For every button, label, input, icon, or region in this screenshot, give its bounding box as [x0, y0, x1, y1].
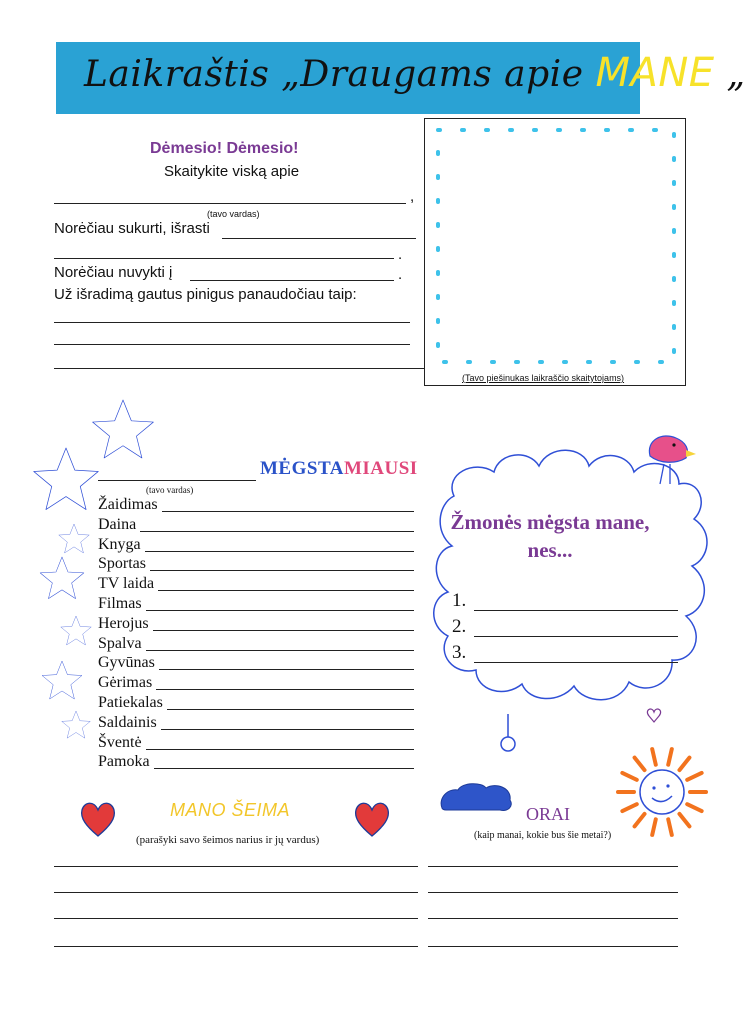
family-line-4[interactable]	[54, 946, 418, 947]
reason-number: 3.	[452, 642, 467, 663]
favorite-answer-line[interactable]	[140, 531, 414, 532]
favorite-answer-line[interactable]	[154, 768, 414, 769]
sun-ray	[635, 814, 645, 827]
star-icon	[42, 661, 82, 699]
sun-ray	[622, 773, 636, 780]
star-icon	[62, 711, 91, 738]
favorite-label: Žaidimas	[98, 496, 158, 513]
title-text-end: „	[714, 54, 746, 95]
weather-title: ORAI	[526, 804, 570, 824]
favorite-answer-line[interactable]	[162, 511, 414, 512]
travel-label: Norėčiau nuvykti į	[54, 264, 173, 281]
favorite-label: Pamoka	[98, 753, 150, 771]
favorites-name-hint: (tavo vardas)	[146, 485, 194, 495]
cloud-title-line2: nes...	[527, 538, 573, 562]
sun-ray	[679, 758, 689, 771]
money-line-2[interactable]	[54, 344, 410, 345]
money-label: Už išradimą gautus pinigus panaudočiau taip:	[54, 286, 357, 303]
favorite-row	[98, 734, 416, 754]
family-line-2[interactable]	[54, 892, 418, 893]
favorite-label: Filmas	[98, 595, 142, 612]
favorite-row	[98, 674, 416, 694]
favorite-label: Herojus	[98, 614, 149, 632]
travel-line[interactable]	[190, 280, 394, 281]
sun-ray	[687, 773, 701, 780]
star-icon	[40, 557, 84, 599]
favorite-row	[98, 536, 416, 556]
invent-label: Norėčiau sukurti, išrasti	[54, 220, 210, 237]
favorite-answer-line[interactable]	[158, 590, 414, 591]
reason-line-1[interactable]	[474, 610, 678, 611]
favorite-answer-line[interactable]	[146, 650, 414, 651]
page-title	[84, 50, 746, 96]
family-line-3[interactable]	[54, 918, 418, 919]
money-line-1[interactable]	[54, 322, 410, 323]
invent-line-2[interactable]	[54, 258, 394, 259]
favorite-label: Daina	[98, 515, 137, 533]
star-icon	[34, 448, 99, 510]
sun-ray	[668, 749, 672, 765]
favorite-row	[98, 714, 416, 734]
favorite-answer-line[interactable]	[150, 570, 414, 571]
drawing-box-dots	[424, 118, 686, 386]
favorite-row	[98, 516, 416, 536]
favorite-answer-line[interactable]	[167, 709, 414, 710]
sun-ray	[622, 804, 636, 811]
reason-number: 1.	[452, 590, 467, 611]
star-icon	[59, 524, 89, 553]
favorite-answer-line[interactable]	[146, 610, 414, 611]
title-text: Laikraštis „Draugams apie	[84, 54, 596, 95]
sun-ray	[668, 819, 672, 835]
family-title: MANO ŠEIMA	[170, 800, 291, 820]
weather-hint: (kaip manai, kokie bus šie metai?)	[474, 830, 612, 841]
favorite-label: Patiekalas	[98, 694, 163, 711]
favorite-answer-line[interactable]	[159, 669, 414, 670]
sun-icon	[606, 734, 718, 846]
favorite-answer-line[interactable]	[156, 689, 414, 690]
favorite-row	[98, 654, 416, 674]
sun-ray	[687, 804, 701, 811]
name-line[interactable]	[54, 203, 406, 204]
sun-ray	[652, 819, 656, 835]
favorite-label: Knyga	[98, 535, 141, 553]
sun-ray	[679, 814, 689, 827]
favorite-label: Saldainis	[98, 713, 157, 731]
favorite-label: Šventė	[98, 733, 142, 751]
favorite-label: Sportas	[98, 555, 146, 573]
heart-icon	[80, 800, 116, 840]
invent-line[interactable]	[222, 238, 416, 239]
sun-ray	[635, 758, 645, 771]
favorite-label: Gyvūnas	[98, 654, 155, 672]
weather-line-2[interactable]	[428, 892, 678, 893]
sun-ray	[652, 749, 656, 765]
favorite-row	[98, 694, 416, 714]
weather-line-1[interactable]	[428, 866, 678, 867]
reason-line-2[interactable]	[474, 636, 678, 637]
drawing-caption: (Tavo piešinukas laikraščio skaitytojams)	[462, 373, 625, 383]
favorite-label: TV laida	[98, 575, 155, 593]
family-line-1[interactable]	[54, 866, 418, 867]
money-line-3[interactable]	[54, 368, 424, 369]
favorite-row	[98, 595, 416, 615]
reason-line-3[interactable]	[474, 662, 678, 663]
favorite-label: Gėrimas	[98, 674, 153, 692]
intro-subheading: Skaitykite viską apie	[164, 163, 300, 180]
favorite-row	[98, 635, 416, 655]
favorites-title: MĖGSTAMIAUSI	[260, 458, 418, 479]
favorite-answer-line[interactable]	[145, 551, 414, 552]
small-heart-icon	[647, 709, 660, 722]
cloud-title-line1: Žmonės mėgsta mane,	[450, 510, 650, 534]
star-icon	[61, 616, 91, 645]
bird-icon	[649, 436, 696, 484]
favorite-answer-line[interactable]	[146, 749, 414, 750]
title-highlight: MANE	[595, 50, 715, 96]
reason-number: 2.	[452, 616, 467, 637]
favorite-row	[98, 753, 416, 773]
name-hint: (tavo vardas)	[207, 209, 260, 219]
favorite-row	[98, 615, 416, 635]
heart-icon	[354, 800, 390, 840]
weather-line-4[interactable]	[428, 946, 678, 947]
favorite-answer-line[interactable]	[153, 630, 414, 631]
family-hint: (parašyki savo šeimos narius ir jų vardus)	[136, 834, 320, 846]
favorite-label: Spalva	[98, 634, 142, 652]
favorite-row	[98, 555, 416, 575]
intro-heading: Dėmesio! Dėmesio!	[150, 140, 299, 157]
cloud-bubble	[424, 414, 716, 762]
cloud-icon	[436, 780, 516, 814]
favorite-row	[98, 496, 416, 516]
favorite-row	[98, 575, 416, 595]
star-icon	[93, 400, 154, 458]
favorites-name-line[interactable]	[98, 480, 256, 481]
favorite-answer-line[interactable]	[161, 729, 414, 730]
weather-line-3[interactable]	[428, 918, 678, 919]
